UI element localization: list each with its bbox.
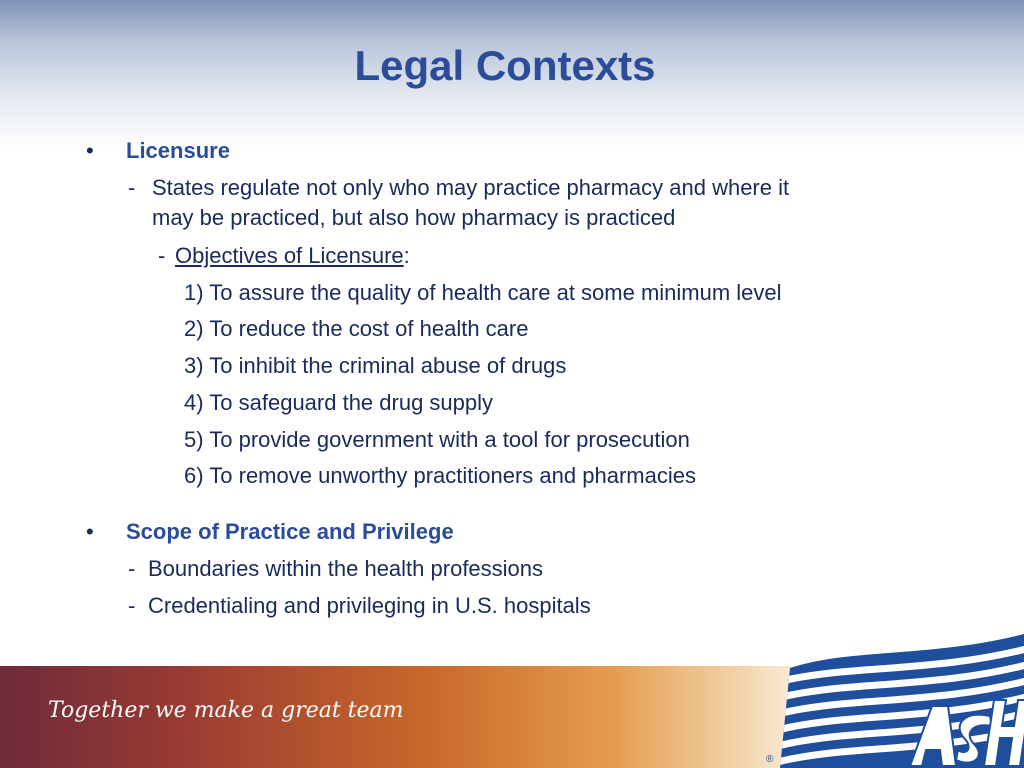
dash-marker: - bbox=[128, 593, 136, 618]
dash-marker: - bbox=[128, 556, 136, 581]
dash-marker: - bbox=[158, 243, 166, 268]
objective-item: 1) To assure the quality of health care at some minimum level bbox=[184, 280, 782, 305]
scope-item: Credentialing and privileging in U.S. hospitals bbox=[148, 593, 591, 618]
ashp-logo bbox=[760, 628, 1024, 768]
registered-mark: ® bbox=[766, 754, 774, 765]
objectives-colon: : bbox=[403, 243, 410, 268]
dash-marker: - bbox=[128, 175, 136, 200]
objective-item: 6) To remove unworthy practitioners and pharmacies bbox=[184, 463, 696, 488]
objectives-subheading bbox=[175, 241, 410, 271]
objective-item: 4) To safeguard the drug supply bbox=[184, 390, 494, 415]
licensure-item-line-1: States regulate not only who may practice pharmacy and where it bbox=[152, 175, 790, 200]
footer-tagline: Together we make a great team bbox=[48, 698, 404, 723]
objective-item: 5) To provide government with a tool for prosecution bbox=[184, 427, 690, 452]
objective-item: 2) To reduce the cost of health care bbox=[184, 316, 529, 341]
section-heading-licensure: Licensure bbox=[126, 138, 230, 163]
section-heading-scope: Scope of Practice and Privilege bbox=[126, 519, 454, 544]
objective-item: 3) To inhibit the criminal abuse of drugs bbox=[184, 353, 567, 378]
objectives-link-text: Objectives of Licensure bbox=[175, 243, 404, 268]
licensure-item-line-2: may be practiced, but also how pharmacy is practiced bbox=[152, 205, 676, 230]
bullet-icon: • bbox=[86, 519, 94, 544]
slide-title: Legal Contexts bbox=[354, 42, 656, 89]
scope-item: Boundaries within the health professions bbox=[148, 556, 544, 581]
bullet-icon: • bbox=[86, 138, 94, 163]
